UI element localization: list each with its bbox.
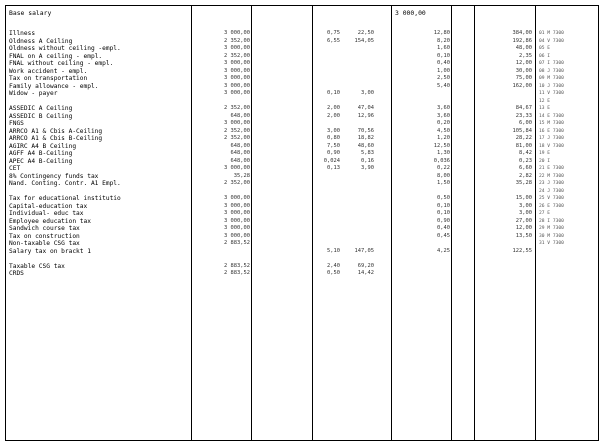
employer-rate: 12,50 [433,142,450,149]
table-row [6,255,598,262]
employer-rate: 0,20 [437,120,450,126]
employer-rate: 1,30 [437,150,450,156]
account-code: 28 I 7300 [539,218,564,224]
employer-rate: 0,036 [433,157,450,164]
employer-rate: 8,20 [437,37,450,44]
base-value: 35,28 [233,172,250,179]
employer-amount: 3,00 [519,210,532,216]
employee-amount: 69,20 [357,262,374,269]
account-code: 08 J 7300 [539,68,564,74]
row-label: Tax on construction [9,232,80,240]
account-code: 11 V 7300 [539,91,564,96]
row-label: FNAL without ceiling - empl. [9,60,114,67]
employer-amount: 2,82 [519,172,532,179]
employee-rate: 0,10 [327,90,340,96]
row-label: Family allowance - empl. [9,82,99,90]
table-row [6,263,598,270]
base-value: 3 000,00 [224,30,250,36]
table-row [6,60,598,67]
table-row [6,38,598,45]
base-value: 3 000,00 [224,60,250,66]
employer-rate: 0,22 [437,165,450,171]
base-value: 648,00 [230,112,250,119]
employer-rate: 12,80 [433,30,450,36]
account-code: 23 J 7300 [539,181,564,186]
employee-amount: 70,56 [357,127,374,134]
employer-rate: 5,40 [437,82,450,89]
base-value: 2 352,00 [224,127,250,134]
row-label: Oldness without ceiling -empl. [9,45,121,52]
account-code: 21 E 7300 [539,166,564,171]
employee-rate: 2,00 [327,105,340,111]
row-label: Individual- educ tax [9,210,84,217]
row-label: AGFF A4 B-Ceiling [9,150,73,157]
base-value: 3 000,00 [224,195,250,201]
table-row [6,233,598,240]
base-value: 648,00 [230,142,250,149]
employer-amount: 0,23 [519,157,532,164]
row-label: Salary tax on brackt 1 [9,247,91,255]
base-value: 2 883,52 [224,262,250,269]
employer-amount: 122,55 [512,247,532,254]
account-code: 27 E [539,211,551,216]
base-value: 3 000,00 [224,232,250,239]
base-value: 3 000,00 [224,45,250,51]
employer-amount: 27,00 [515,217,532,224]
employee-rate: 2,40 [327,262,340,269]
employer-rate: 0,10 [437,210,450,216]
employee-amount: 147,05 [354,247,374,254]
employer-rate: 1,00 [437,67,450,74]
account-code: 29 M 7300 [539,226,564,231]
table-row [6,75,598,82]
employee-rate: 0,13 [327,165,340,171]
employer-rate: 1,60 [437,45,450,51]
employee-amount: 3,90 [361,165,374,171]
table-row [6,53,598,60]
employer-rate: 0,40 [437,60,450,66]
row-label: Tax on transportation [9,75,88,82]
base-value: 2 352,00 [224,52,250,59]
employer-amount: 192,86 [512,37,532,44]
employer-amount: 48,00 [515,45,532,51]
base-value: 648,00 [230,157,250,164]
table-row [6,180,598,187]
table-row [6,113,598,120]
employee-amount: 0,16 [361,157,374,164]
table-row [6,173,598,180]
table-row [6,240,598,247]
employer-rate: 1,20 [437,135,450,141]
employee-rate: 0,75 [327,30,340,36]
account-code: 15 M 7300 [539,121,564,126]
table-row [6,270,598,277]
table-row [6,165,598,172]
employer-rate: 4,25 [437,247,450,254]
employer-rate: 4,50 [437,127,450,134]
employer-amount: 15,00 [515,195,532,201]
base-value: 3 000,00 [224,67,250,74]
account-code: 25 V 7300 [539,196,564,201]
employee-rate: 3,00 [327,127,340,134]
base-value: 2 352,00 [224,105,250,111]
employee-amount: 154,05 [354,37,374,44]
employee-amount: 3,00 [361,90,374,96]
account-code: 24 J 7300 [539,188,564,194]
table-row [6,98,598,105]
table-row [6,143,598,150]
base-value: 3 000,00 [224,225,250,231]
employee-rate: 0,80 [327,135,340,141]
base-value: 3 000,00 [224,82,250,89]
base-value: 3 000,00 [224,75,250,81]
employee-rate: 2,00 [327,112,340,119]
account-code: 16 E 7300 [539,128,564,134]
employer-rate: 8,00 [437,172,450,179]
row-label: 8% Contingency funds tax [9,172,99,180]
account-code: 13 E [539,106,551,111]
employee-rate: 0,90 [327,150,340,156]
table-row [6,83,598,90]
employer-rate: 0,90 [437,217,450,224]
row-label: ARRCO A1 & Cbis A-Ceiling [9,127,103,135]
table-row [6,150,598,157]
account-code: 31 V 7300 [539,241,564,246]
employee-amount: 47,04 [357,105,374,111]
account-code: 19 E [539,151,551,156]
table-row [6,120,598,127]
base-value: 3 000,00 [224,165,250,171]
table-row [6,248,598,255]
employee-rate: 5,10 [327,247,340,254]
employee-rate: 0,024 [323,157,340,164]
employer-rate: 1,50 [437,180,450,186]
employee-amount: 5,83 [361,150,374,156]
employer-rate: 3,60 [437,105,450,111]
row-label: Illness [9,30,36,37]
account-code: 04 V 7300 [539,38,564,44]
header-row [6,10,598,17]
account-code: 22 M 7300 [539,173,564,179]
account-code: 12 E [539,98,551,104]
base-value: 3 000,00 [224,217,250,224]
employer-amount: 6,60 [519,165,532,171]
row-label: Tax for educational institutio [9,195,121,202]
table-row [6,195,598,202]
table-row [6,90,598,97]
base-value: 2 883,52 [224,240,250,246]
employer-rate: 0,10 [437,52,450,59]
employer-amount: 6,00 [519,120,532,126]
table-row [6,45,598,52]
base-value: 2 352,00 [224,180,250,186]
employer-rate: 0,10 [437,202,450,209]
employer-amount: 75,00 [515,75,532,81]
employer-rate: 0,45 [437,232,450,239]
table-row [6,30,598,37]
employer-amount: 3,00 [519,202,532,209]
employee-amount: 14,42 [357,270,374,276]
base-value: 3 000,00 [224,90,250,96]
employer-amount: 162,00 [512,82,532,89]
base-value: 3 000,00 [224,202,250,209]
employee-amount: 18,82 [357,135,374,141]
account-code: 01 M 7300 [539,31,564,36]
employee-amount: 12,96 [357,112,374,119]
base-salary-label: Base salary [9,9,52,17]
row-label: Taxable CSG tax [9,262,65,270]
employee-amount: 22,50 [357,30,374,36]
employer-rate: 0,50 [437,195,450,201]
employer-amount: 12,00 [515,60,532,66]
base-salary-value: 3 000,00 [395,9,426,17]
table-row [6,158,598,165]
employer-amount: 35,28 [515,180,532,186]
employer-amount: 12,00 [515,225,532,231]
employee-rate: 6,55 [327,37,340,44]
row-label: Oldness A Ceiling [9,37,73,45]
row-label: CET [9,165,21,172]
account-code: 17 J 7300 [539,136,564,141]
employer-amount: 81,00 [515,142,532,149]
row-label: Non-taxable CSG tax [9,240,80,247]
employer-rate: 2,50 [437,75,450,81]
account-code: 20 I [539,158,551,164]
table-row [6,105,598,112]
base-value: 3 000,00 [224,210,250,216]
table-row [6,68,598,75]
employer-amount: 8,42 [519,150,532,156]
employer-amount: 30,00 [515,67,532,74]
table-row [6,203,598,210]
table-row [6,210,598,217]
row-label: Widow - payer [9,90,58,97]
row-label: FNGS [9,120,24,127]
row-label: AGIRC A4 B Ceiling [9,142,77,150]
table-row [6,225,598,232]
row-label: APEC A4 B-Ceiling [9,157,73,165]
account-code: 06 I [539,53,551,59]
employee-rate: 7,50 [327,142,340,149]
employer-amount: 13,50 [515,232,532,239]
row-label: FNAL on A ceiling - empl. [9,52,103,60]
table-row [6,218,598,225]
account-code: 30 M 7300 [539,233,564,239]
account-code: 18 V 7300 [539,143,564,149]
base-value: 3 000,00 [224,120,250,126]
employer-amount: 105,84 [512,127,532,134]
account-code: 14 E 7300 [539,113,564,119]
row-label: Work accident - empl. [9,67,88,75]
row-label: Nand. Conting. Contr. A1 Empl. [9,180,121,187]
row-label: CRDS [9,270,24,277]
base-value: 648,00 [230,150,250,156]
account-code: 09 M 7300 [539,76,564,81]
employer-amount: 384,00 [512,30,532,36]
employee-amount: 48,60 [357,142,374,149]
payslip-sheet [5,5,599,441]
employer-amount: 28,22 [515,135,532,141]
row-label: ARRCO A1 & Cbis B-Ceiling [9,135,103,142]
employer-rate: 3,60 [437,112,450,119]
account-code: 05 E [539,46,551,51]
employer-amount: 23,33 [515,112,532,119]
table-row [6,188,598,195]
table-row [6,135,598,142]
account-code: 26 E 7300 [539,203,564,209]
row-label: Employee education tax [9,217,91,225]
row-label: Capital-education tax [9,202,88,210]
employer-rate: 0,40 [437,225,450,231]
row-label: ASSEDIC B Ceiling [9,112,73,120]
employer-amount: 2,35 [519,52,532,59]
row-label: ASSEDIC A Ceiling [9,105,73,112]
employee-rate: 0,50 [327,270,340,276]
row-label: Sandwich course tax [9,225,80,232]
employer-amount: 84,67 [515,105,532,111]
account-code: 10 J 7300 [539,83,564,89]
base-value: 2 352,00 [224,37,250,44]
account-code: 07 I 7300 [539,61,564,66]
base-value: 2 883,52 [224,270,250,276]
table-row [6,128,598,135]
base-value: 2 352,00 [224,135,250,141]
